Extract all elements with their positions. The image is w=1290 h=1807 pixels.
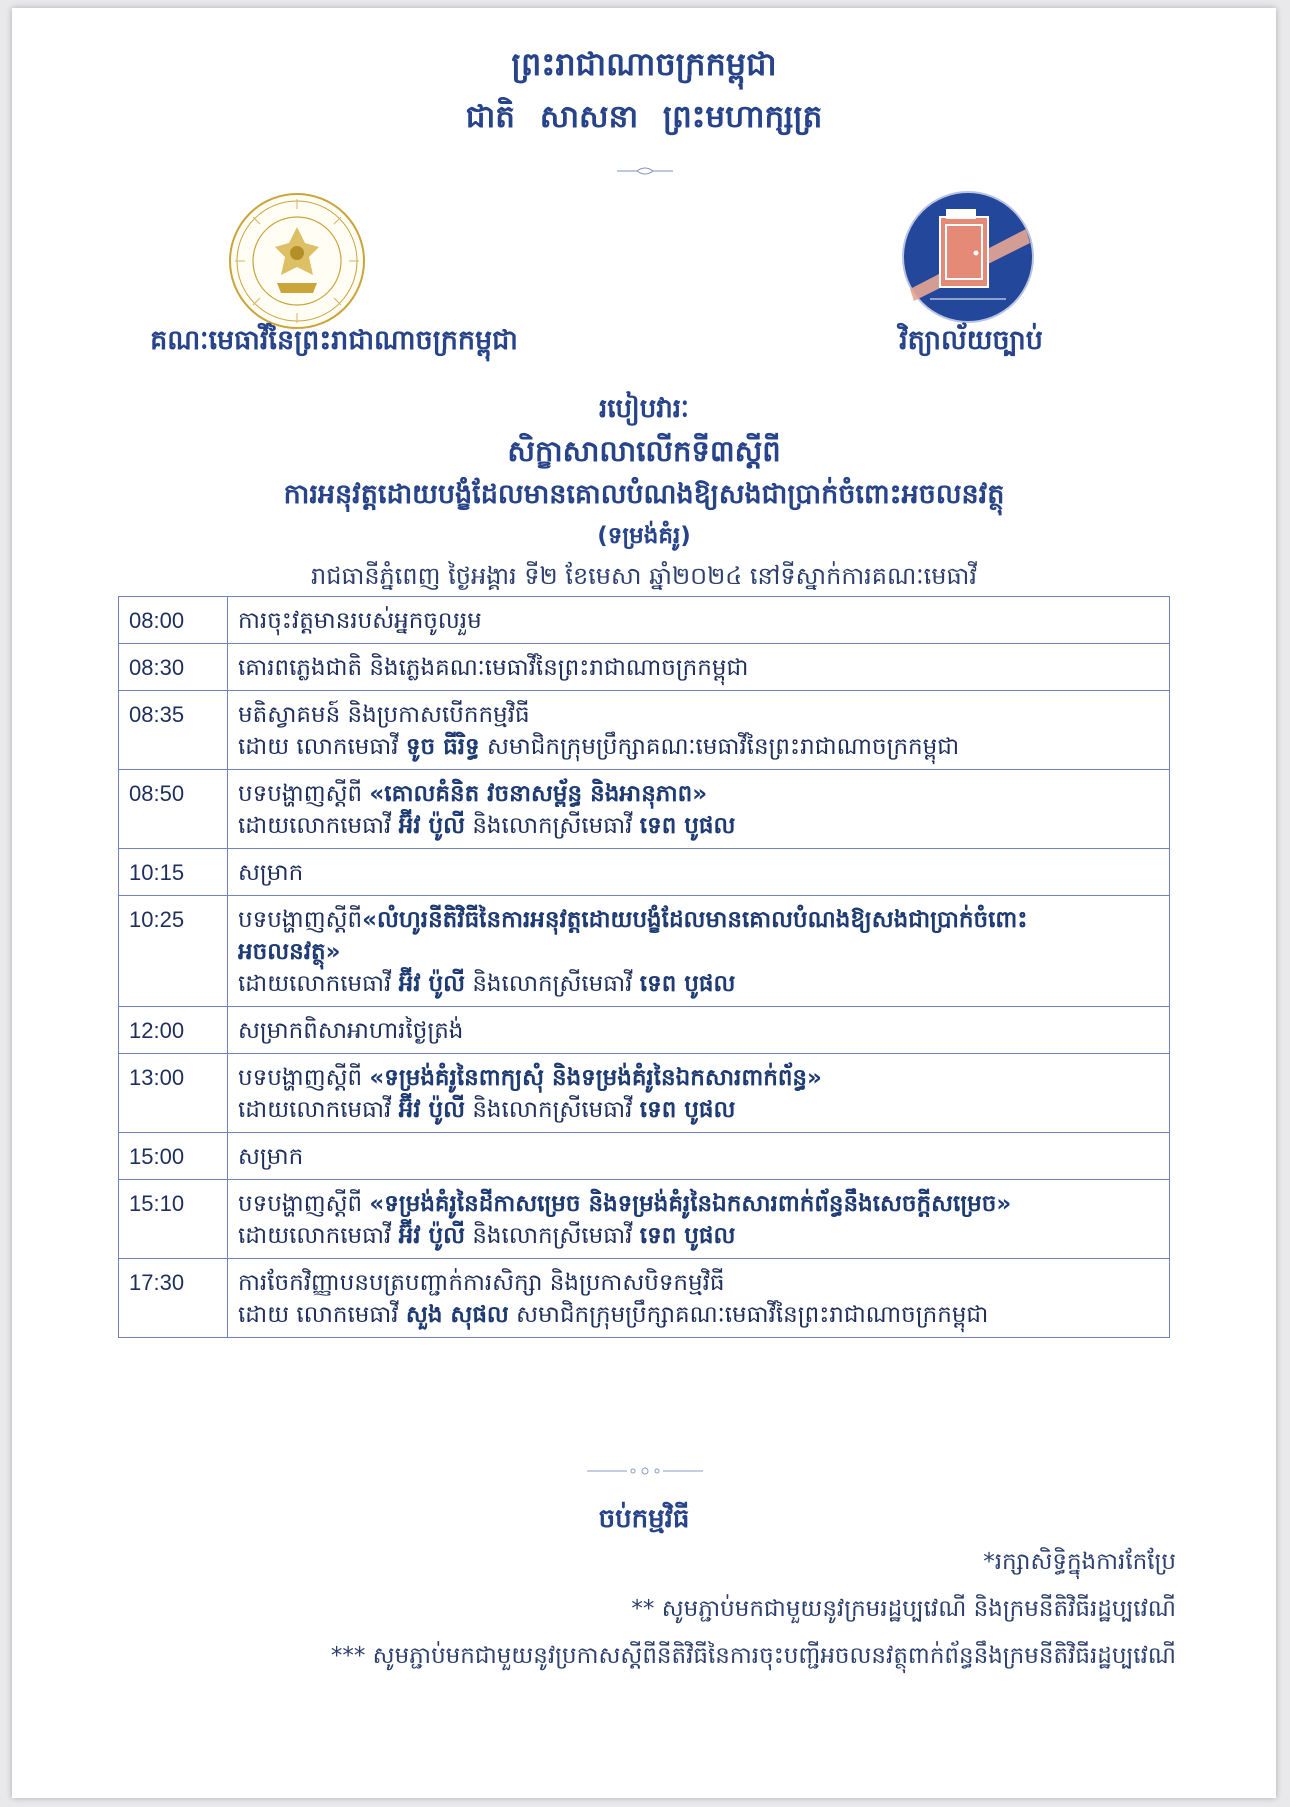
schedule-text: ដោយលោកមេធាវី (238, 1223, 399, 1249)
schedule-text-emphasis: ទេព បូផល (639, 813, 736, 839)
kingdom-title: ព្រះរាជាណាចក្រកម្ពុជា (511, 45, 777, 83)
schedule-time: 15:00 (119, 1133, 228, 1180)
schedule-row (119, 1180, 1170, 1259)
schedule-line (238, 1015, 1159, 1047)
schedule-line (238, 731, 1159, 763)
schedule-text-emphasis: ទេព បូផល (639, 1097, 736, 1123)
schedule-row (119, 849, 1170, 896)
schedule-description (228, 849, 1170, 896)
schedule-text-emphasis: អ៊ីវ ប៉ូលី (398, 1097, 466, 1123)
schedule-text-emphasis: អចលនវត្ថុ» (238, 939, 341, 965)
schedule-description (228, 597, 1170, 644)
schedule-description (228, 691, 1170, 770)
schedule-text-emphasis: ទូច ធីរិទ្ធ (405, 734, 480, 760)
ornament-divider-icon (617, 166, 673, 176)
schedule-description (228, 896, 1170, 1007)
schedule-text-emphasis: «គោលគំនិត វចនាសម្ព័ន្ធ និងអានុភាព» (369, 781, 708, 807)
schedule-text: សមាជិកក្រុមប្រឹក្សាគណៈមេធាវីនៃព្រះរាជាណាចក្រកម្ពុជា (508, 1302, 989, 1328)
schedule-line (238, 1299, 1159, 1331)
schedule-row (119, 1054, 1170, 1133)
schedule-time: 13:00 (119, 1054, 228, 1133)
schedule-text: និងលោកស្រីមេធាវី (465, 813, 640, 839)
schedule-line (238, 810, 1159, 842)
schedule-row (119, 1259, 1170, 1338)
schedule-text: ដោយ លោកមេធាវី (238, 734, 406, 760)
schedule-text: ដោយ លោកមេធាវី (238, 1302, 406, 1328)
schedule-description (228, 1180, 1170, 1259)
law-institute-name: វិត្យាល័យច្បាប់ (899, 325, 1043, 356)
schedule-text: និងលោកស្រីមេធាវី (465, 1223, 640, 1249)
schedule-time: 10:25 (119, 896, 228, 1007)
schedule-line (238, 605, 1159, 637)
law-institute-logo-icon (900, 189, 1036, 325)
schedule-text-emphasis: អ៊ីវ ប៉ូលី (398, 1223, 466, 1249)
schedule-time: 12:00 (119, 1007, 228, 1054)
national-motto: ជាតិ សាសនា ព្រះមហាក្សត្រ (465, 99, 823, 135)
schedule-line (238, 1094, 1159, 1126)
schedule-description (228, 1259, 1170, 1338)
bar-association-seal-icon (227, 191, 367, 331)
schedule-row (119, 770, 1170, 849)
schedule-description (228, 644, 1170, 691)
schedule-time: 15:10 (119, 1180, 228, 1259)
schedule-description (228, 1007, 1170, 1054)
schedule-line (238, 968, 1159, 1000)
schedule-text: បទបង្ហាញស្តីពី (238, 1065, 370, 1091)
schedule-row (119, 597, 1170, 644)
footnote-1: *រក្សាសិទ្ធិក្នុងការកែប្រែ (983, 1549, 1176, 1575)
schedule-text: គោរពភ្លេងជាតិ និងភ្លេងគណៈមេធាវីនៃព្រះរាជាណាចក្រកម្ពុជា (238, 655, 749, 681)
schedule-row (119, 896, 1170, 1007)
schedule-text-emphasis: «លំហូរនីតិវិធីនៃការអនុវត្តដោយបង្ខំដែលមានគោលបំណងឱ្យសងជាប្រាក់ចំពោះ (362, 907, 1028, 933)
date-and-venue: រាជធានីភ្នំពេញ ថ្ងៃអង្គារ ទី២ ខែមេសា ឆ្នាំ២០២៤ នៅទីស្នាក់ការគណៈមេធាវី (311, 562, 977, 590)
schedule-line (238, 652, 1159, 684)
schedule-text: ដោយលោកមេធាវី (238, 813, 399, 839)
schedule-text: បទបង្ហាញស្តីពី (238, 1191, 370, 1217)
document-page (12, 8, 1276, 1798)
schedule-text: បទបង្ហាញស្តីពី (238, 907, 363, 933)
schedule-row (119, 691, 1170, 770)
schedule-line (238, 699, 1159, 731)
schedule-line (238, 857, 1159, 889)
schedule-text: សមាជិកក្រុមប្រឹក្សាគណៈមេធាវីនៃព្រះរាជាណាចក្រកម្ពុជា (479, 734, 960, 760)
schedule-text-emphasis: ទេព បូផល (639, 1223, 736, 1249)
agenda-label: របៀបវារៈ (599, 394, 689, 424)
schedule-time: 17:30 (119, 1259, 228, 1338)
bar-association-name: គណៈមេធាវីនៃព្រះរាជាណាចក្រកម្ពុជា (150, 325, 518, 356)
schedule-description (228, 1133, 1170, 1180)
schedule-text-emphasis: អ៊ីវ ប៉ូលី (398, 813, 466, 839)
schedule-table (118, 596, 1170, 1338)
schedule-line (238, 1062, 1159, 1094)
schedule-text: ការចែកវិញ្ញាបនបត្របញ្ជាក់ការសិក្សា និងប្រកាសបិទកម្មវិធី (238, 1270, 725, 1296)
schedule-text: និងលោកស្រីមេធាវី (465, 1097, 640, 1123)
schedule-row (119, 644, 1170, 691)
schedule-time: 08:00 (119, 597, 228, 644)
schedule-text: ដោយលោកមេធាវី (238, 1097, 399, 1123)
schedule-text: ការចុះវត្តមានរបស់អ្នកចូលរួម (238, 608, 482, 634)
schedule-text: ដោយលោកមេធាវី (238, 971, 399, 997)
schedule-text: សម្រាក (238, 1144, 304, 1170)
schedule-text-emphasis: សួង សុផល (405, 1302, 509, 1328)
draft-note: (ទម្រង់គំរូ) (597, 523, 691, 549)
schedule-text-emphasis: អ៊ីវ ប៉ូលី (398, 971, 466, 997)
ornament-divider-icon (587, 1465, 703, 1477)
schedule-row (119, 1007, 1170, 1054)
schedule-line (238, 904, 1159, 936)
schedule-line (238, 1141, 1159, 1173)
schedule-line (238, 936, 1159, 968)
footnote-2: ** សូមភ្ជាប់មកជាមួយនូវក្រមរដ្ឋប្បវេណី និងក្រមនីតិវិធីរដ្ឋប្បវេណី (631, 1596, 1176, 1622)
schedule-text: មតិស្វាគមន៍ និងប្រកាសបើកកម្មវិធី (238, 702, 530, 728)
schedule-text: សម្រាកពិសាអាហារថ្ងៃត្រង់ (238, 1018, 464, 1044)
schedule-text-emphasis: «ទម្រង់គំរូនៃដីកាសម្រេច និងទម្រង់គំរូនៃឯកសារពាក់ព័ន្ធនឹងសេចក្តីសម្រេច» (369, 1191, 1012, 1217)
seminar-topic: ការអនុវត្តដោយបង្ខំដែលមានគោលបំណងឱ្យសងជាប្រាក់ចំពោះអចលនវត្ថុ (283, 479, 1005, 510)
schedule-time: 10:15 (119, 849, 228, 896)
schedule-text-emphasis: «ទម្រង់គំរូនៃពាក្យសុំ និងទម្រង់គំរូនៃឯកសារពាក់ព័ន្ធ» (369, 1065, 822, 1091)
schedule-line (238, 1220, 1159, 1252)
schedule-time: 08:35 (119, 691, 228, 770)
footnote-3: *** សូមភ្ជាប់មកជាមួយនូវប្រកាសស្តីពីនីតិវិធីនៃការចុះបញ្ជីអចលនវត្ថុពាក់ព័ន្ធនឹងក្រមនីតិវិធីរដ្ឋប្បវេណី (330, 1643, 1176, 1669)
schedule-time: 08:30 (119, 644, 228, 691)
schedule-text: សម្រាក (238, 860, 304, 886)
seminar-title: សិក្ខាសាលាលើកទី៣ស្តីពី (507, 434, 781, 468)
schedule-line (238, 1188, 1159, 1220)
schedule-description (228, 770, 1170, 849)
schedule-text: និងលោកស្រីមេធាវី (465, 971, 640, 997)
schedule-text-emphasis: ទេព បូផល (639, 971, 736, 997)
schedule-description (228, 1054, 1170, 1133)
schedule-line (238, 778, 1159, 810)
schedule-text: បទបង្ហាញស្តីពី (238, 781, 370, 807)
schedule-row (119, 1133, 1170, 1180)
schedule-time: 08:50 (119, 770, 228, 849)
end-of-program: ចប់កម្មវិធី (598, 1504, 690, 1534)
schedule-line (238, 1267, 1159, 1299)
